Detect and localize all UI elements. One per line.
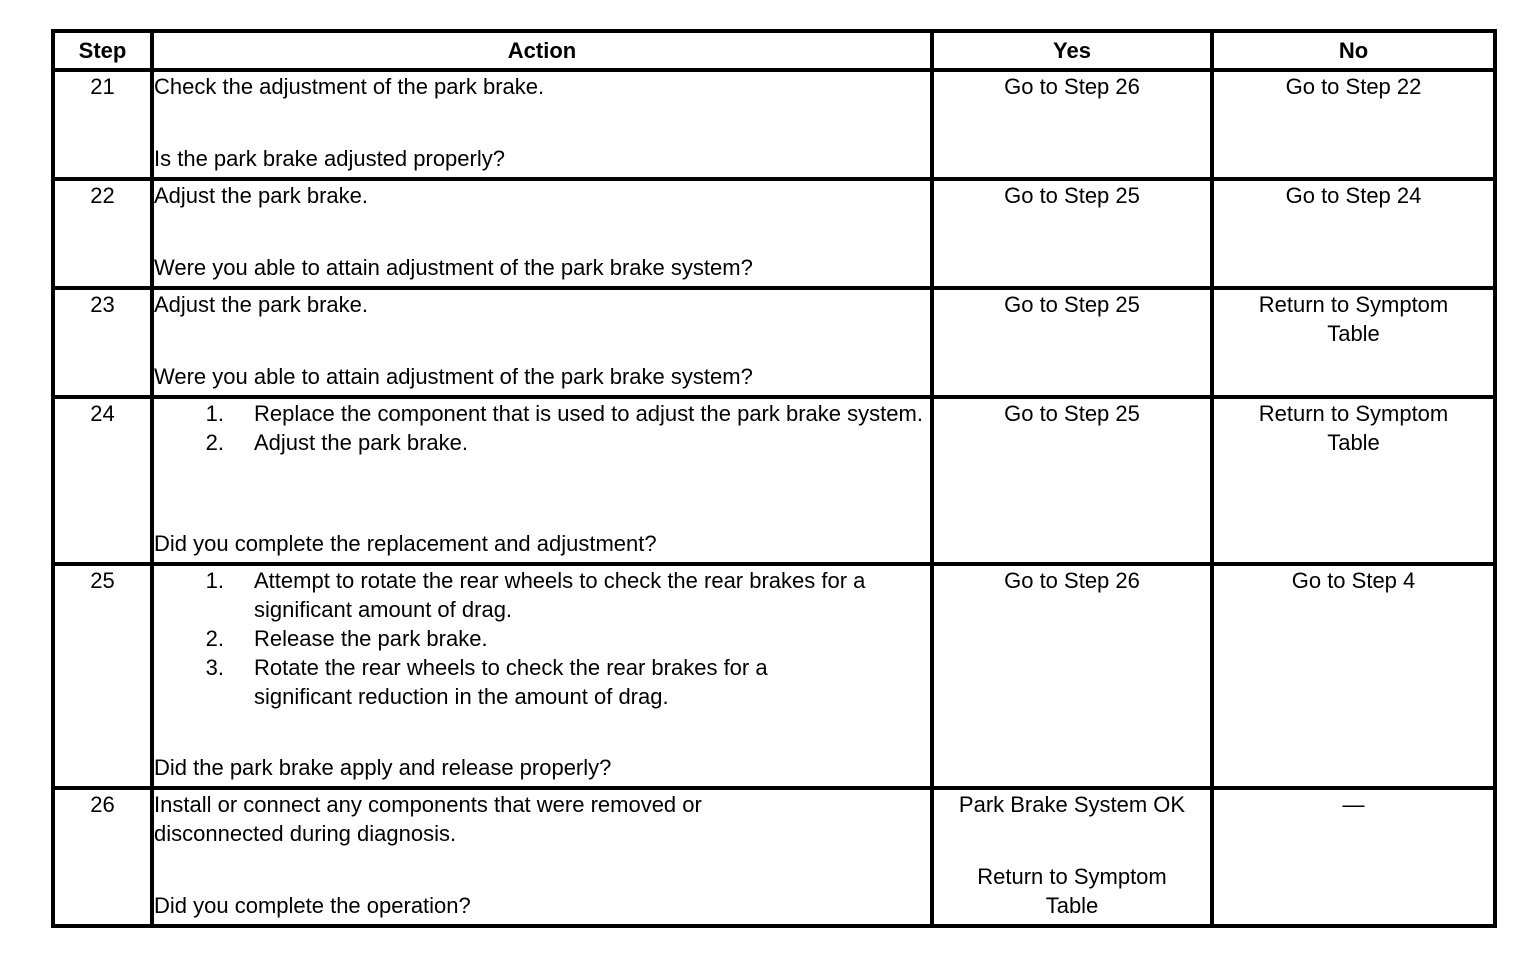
table-row-step-21 (53, 70, 1495, 179)
action-question: Did you complete the replacement and adjustment? (154, 531, 657, 556)
diagnostic-table (51, 29, 1497, 928)
list-item (154, 399, 930, 428)
list-item-text: Adjust the park brake. (254, 430, 469, 455)
procedure-list (154, 566, 930, 711)
yes-result: Go to Step 26 (932, 70, 1212, 179)
yes-result-primary: Park Brake System OK (958, 792, 1186, 817)
table-row-step-22 (53, 179, 1495, 288)
list-item (154, 624, 930, 653)
header-row (53, 31, 1495, 70)
step-number: 24 (53, 397, 152, 564)
action-question: Were you able to attain adjustment of the park brake system? (154, 364, 753, 389)
action-cell (152, 788, 932, 926)
header-yes: Yes (932, 31, 1212, 70)
step-number: 22 (53, 179, 152, 288)
action-cell (152, 70, 932, 179)
list-item (154, 653, 930, 711)
table-row-step-26 (53, 788, 1495, 926)
no-result: Return to Symptom Table (1212, 397, 1495, 564)
action-question: Were you able to attain adjustment of the park brake system? (154, 255, 753, 280)
list-item (154, 566, 930, 624)
no-result: Return to Symptom Table (1212, 288, 1495, 397)
list-item-number: 3. (205, 655, 224, 680)
list-item-text: Rotate the rear wheels to check the rear brakes for a significant reduction in the amount of drag. (254, 655, 768, 709)
header-step: Step (53, 31, 152, 70)
no-result: Go to Step 22 (1212, 70, 1495, 179)
action-cell (152, 397, 932, 564)
header-action: Action (152, 31, 932, 70)
list-item-text: Replace the component that is used to adjust the park brake system. (254, 401, 923, 426)
list-item-number: 2. (205, 430, 224, 455)
yes-result (932, 788, 1212, 926)
list-item-text: Release the park brake. (254, 626, 488, 651)
yes-result-secondary: Return to Symptom Table (977, 864, 1167, 918)
header-no: No (1212, 31, 1495, 70)
no-result-dash: — (1212, 788, 1495, 926)
yes-result: Go to Step 25 (932, 288, 1212, 397)
action-question: Did you complete the operation? (154, 893, 471, 918)
action-question: Is the park brake adjusted properly? (154, 146, 505, 171)
list-item (154, 428, 930, 457)
action-cell (152, 179, 932, 288)
procedure-list (154, 399, 930, 457)
list-item-number: 1. (205, 401, 224, 426)
step-number: 26 (53, 788, 152, 926)
list-item-number: 2. (205, 626, 224, 651)
yes-result: Go to Step 26 (932, 564, 1212, 788)
yes-result: Go to Step 25 (932, 179, 1212, 288)
step-number: 21 (53, 70, 152, 179)
no-result: Go to Step 24 (1212, 179, 1495, 288)
action-instruction: Adjust the park brake. (154, 292, 369, 317)
action-question: Did the park brake apply and release properly? (154, 755, 612, 780)
step-number: 23 (53, 288, 152, 397)
list-item-number: 1. (205, 568, 224, 593)
table-row-step-23 (53, 288, 1495, 397)
no-result: Go to Step 4 (1212, 564, 1495, 788)
step-number: 25 (53, 564, 152, 788)
list-item-text: Attempt to rotate the rear wheels to check the rear brakes for a significant amount of drag. (254, 568, 866, 622)
table-row-step-24 (53, 397, 1495, 564)
action-cell (152, 288, 932, 397)
action-instruction: Check the adjustment of the park brake. (154, 74, 545, 99)
table-row-step-25 (53, 564, 1495, 788)
action-cell (152, 564, 932, 788)
action-instruction: Install or connect any components that were removed or disconnected during diagnosis. (154, 792, 702, 846)
yes-result: Go to Step 25 (932, 397, 1212, 564)
action-instruction: Adjust the park brake. (154, 183, 369, 208)
